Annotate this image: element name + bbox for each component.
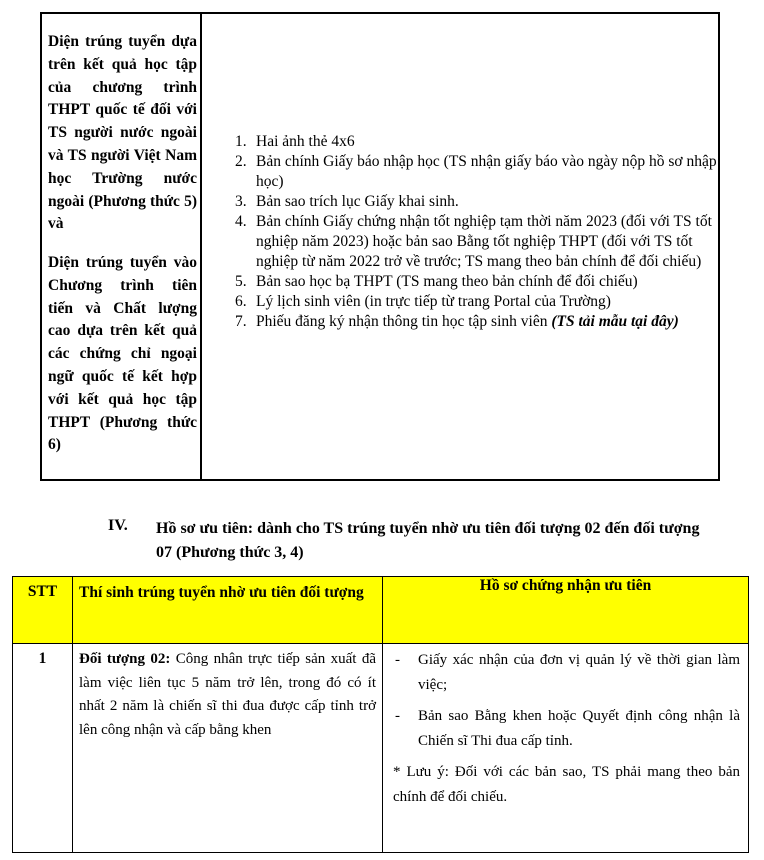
template-download-link[interactable]: (TS tải mẫu tại đây) [551, 313, 679, 330]
row-stt: 1 [13, 644, 73, 853]
document-item: 3. Bản sao trích lục Giấy khai sinh. [235, 193, 459, 210]
section-title: Hồ sơ ưu tiên: dành cho TS trúng tuyển nhờ ưu tiên đối tượng 02 đến đối tượng 07 (Phương thức 3, 4) [156, 520, 700, 561]
document-item: 7. Phiếu đăng ký nhận thông tin học tập sinh viên (TS tải mẫu tại đây) [235, 313, 679, 330]
document-item: 4. Bản chính Giấy chứng nhận tốt nghiệp tạm thời năm 2023 (đối với TS tốt nghiệp năm 2023) hoặc bản sao Bằng tốt nghiệp THPT (đối với TS tốt nghiệp từ năm 2022 trở về trước; TS mang theo bản chính để đối chiếu) [235, 213, 712, 270]
row-candidate [73, 644, 383, 853]
header-candidate: Thí sinh trúng tuyển nhờ ưu tiên đối tượng [73, 577, 383, 644]
admission-documents-table [40, 12, 720, 481]
criteria-method-6: Diện trúng tuyển vào Chương trình tiên tiến và Chất lượng cao dựa trên kết quả các chứng chỉ ngoại ngữ quốc tế kết hợp với kết quả học tập THPT (Phương thức 6) [48, 254, 197, 454]
list-item: - Giấy xác nhận của đơn vị quản lý về thời gian làm việc; [395, 652, 740, 693]
row-documents [383, 644, 749, 853]
header-documents: Hồ sơ chứng nhận ưu tiên [383, 577, 749, 644]
document-item: 6. Lý lịch sinh viên (in trực tiếp từ trang Portal của Trường) [235, 293, 611, 310]
document-item: 5. Bản sao học bạ THPT (TS mang theo bản chính để đối chiếu) [235, 273, 638, 290]
priority-group-label: Đối tượng 02: [79, 651, 171, 667]
table-header-row [13, 577, 749, 644]
document-item: 2. Bản chính Giấy báo nhập học (TS nhận giấy báo vào ngày nộp hồ sơ nhập học) [235, 153, 717, 190]
note-text: * Lưu ý: Đối với các bản sao, TS phải mang theo bản chính để đối chiếu. [393, 764, 740, 805]
list-item: - Bản sao Bằng khen hoặc Quyết định công nhận là Chiến sĩ Thi đua cấp tỉnh. [395, 708, 740, 749]
criteria-method-5: Diện trúng tuyển dựa trên kết quả học tập của chương trình THPT quốc tế đối với TS người nước ngoài và TS người Việt Nam học Trường nước ngoài (Phương thức 5) và [48, 33, 197, 233]
header-stt: STT [13, 577, 73, 644]
section-number: IV. [108, 517, 128, 534]
priority-documents-table [12, 576, 749, 853]
document-item: 1. Hai ảnh thẻ 4x6 [235, 133, 355, 150]
table-row [13, 644, 749, 853]
priority-group-description: Công nhân trực tiếp sản xuất đã làm việc liên tục 5 năm trở lên, trong đó có ít nhất 2 năm là chiến sĩ thi đua được cấp tỉnh trở lên công nhận và cấp bằng khen [79, 651, 376, 738]
criteria-cell [42, 14, 202, 479]
required-documents-list [235, 132, 725, 332]
